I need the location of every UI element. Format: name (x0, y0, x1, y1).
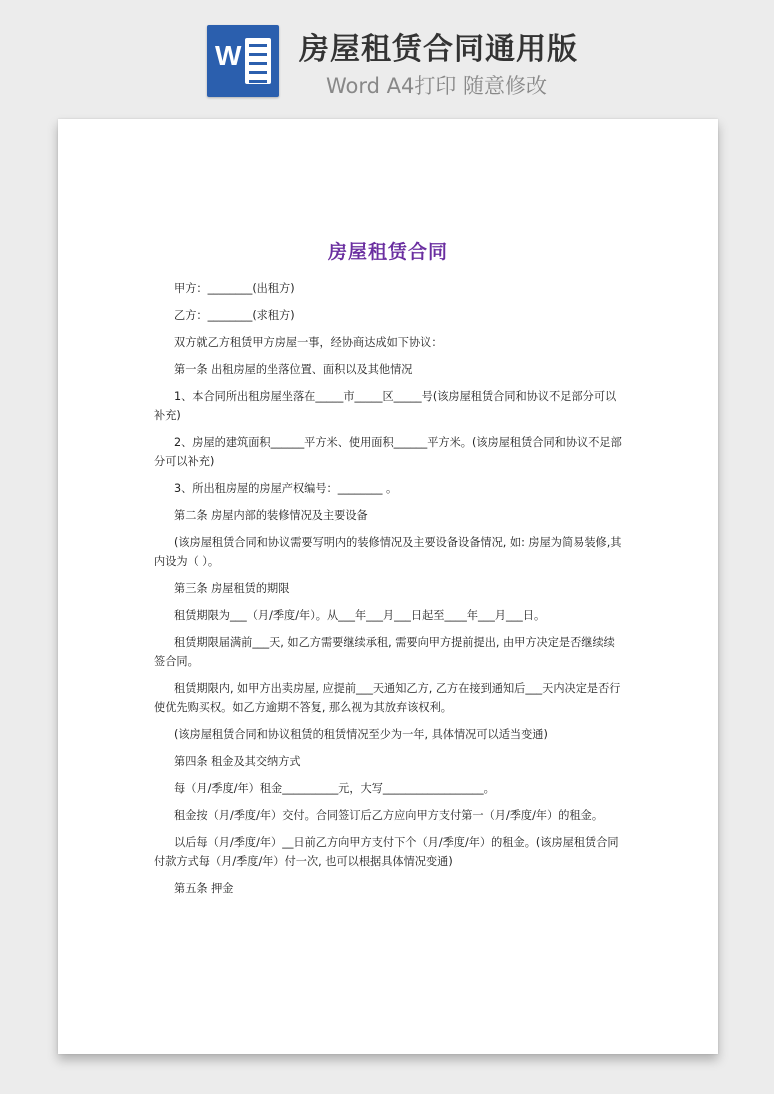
paragraph: 租赁期限届满前___天, 如乙方需要继续承租, 需要向甲方提前提出, 由甲方决定是否继续续签合同。 (154, 636, 615, 668)
header-title: 房屋租赁合同通用版 (299, 32, 578, 67)
section-heading: 第四条 租金及其交纳方式 (174, 755, 301, 768)
page-header (0, 0, 774, 112)
document-body (154, 279, 624, 906)
paragraph: 租金按（月/季度/年）交付。合同签订后乙方应向甲方支付第一（月/季度/年）的租金。 (174, 809, 604, 822)
document-page (58, 119, 718, 1054)
paragraph: 双方就乙方租赁甲方房屋一事，经协商达成如下协议： (174, 336, 443, 349)
paragraph: 以后每（月/季度/年）__日前乙方向甲方支付下个（月/季度/年）的租金。(该房屋租赁合同付款方式每（月/季度/年）付一次, 也可以根据具体情况变通) (154, 836, 619, 868)
document-title: 房屋租赁合同 (327, 241, 448, 263)
paragraph: 租赁期限内, 如甲方出卖房屋, 应提前___天通知乙方, 乙方在接到通知后___天内决定是否行使优先购买权。如乙方逾期不答复, 那么视为其放弃该权利。 (154, 682, 621, 714)
paragraph: 1、本合同所出租房屋坐落在_____市_____区_____号(该房屋租赁合同和协议不足部分可以补充) (154, 390, 617, 422)
paragraph: 每（月/季度/年）租金__________元，大写__________________。 (174, 782, 495, 795)
header-subtitle: Word A4打印 随意修改 (326, 74, 548, 98)
section-heading: 第一条 出租房屋的坐落位置、面积以及其他情况 (174, 363, 413, 376)
paragraph: (该房屋租赁合同和协议需要写明内的装修情况及主要设备设备情况, 如: 房屋为简易装修,其内设为（ ）。 (154, 536, 622, 568)
section-heading: 第二条 房屋内部的装修情况及主要设备 (174, 509, 368, 522)
paragraph: 3、所出租房屋的房屋产权编号：________ 。 (174, 482, 398, 495)
paragraph: 租赁期限为___（月/季度/年）。从___年___月___日起至____年___月___日。 (174, 609, 546, 622)
word-icon-lines (245, 38, 271, 84)
paragraph: 2、房屋的建筑面积______平方米、使用面积______平方米。(该房屋租赁合同和协议不足部分可以补充) (154, 436, 622, 468)
word-icon (207, 25, 279, 97)
word-icon-letter: W (215, 40, 242, 71)
paragraph: 甲方：________(出租方) (174, 282, 295, 295)
paragraph: (该房屋租赁合同和协议租赁的租赁情况至少为一年, 具体情况可以适当变通) (174, 728, 548, 741)
paragraph: 乙方：________(求租方) (174, 309, 295, 322)
section-heading: 第五条 押金 (174, 882, 234, 895)
section-heading: 第三条 房屋租赁的期限 (174, 582, 290, 595)
